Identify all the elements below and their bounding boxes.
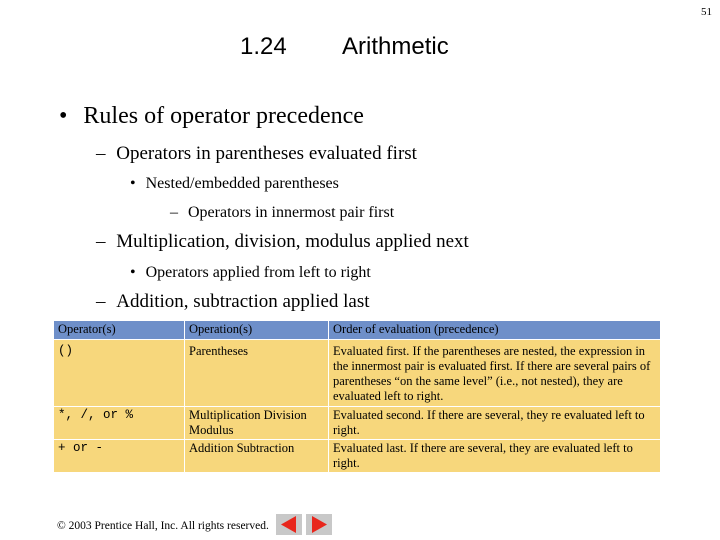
column-header: Operator(s)	[54, 321, 185, 340]
bullet-text: Rules of operator precedence	[83, 103, 364, 129]
right-arrow-icon	[306, 514, 332, 535]
dash-icon: –	[170, 204, 178, 221]
column-header: Operation(s)	[185, 321, 329, 340]
bullet-item	[130, 175, 339, 193]
bullet-item	[130, 264, 371, 282]
bullet-text: Operators applied from left to right	[145, 264, 371, 281]
bullet-item	[59, 103, 364, 130]
table-row	[54, 440, 661, 473]
bullet-item	[96, 143, 417, 165]
table-row	[54, 407, 661, 440]
column-header: Order of evaluation (precedence)	[329, 321, 661, 340]
slide-title-number: 1.24	[240, 33, 287, 60]
bullet-dot-icon: •	[130, 175, 136, 192]
order-cell: Evaluated second. If there are several, they re evaluated left to right.	[329, 407, 661, 440]
operator-cell: + or -	[54, 440, 185, 473]
operator-cell: ()	[54, 340, 185, 407]
order-cell: Evaluated last. If there are several, they are evaluated left to right.	[329, 440, 661, 473]
next-slide-button[interactable]	[306, 514, 332, 535]
dash-icon: –	[96, 291, 106, 312]
dash-icon: –	[96, 231, 106, 252]
slide-title: Arithmetic	[342, 33, 449, 60]
operator-cell: *, /, or %	[54, 407, 185, 440]
bullet-text: Multiplication, division, modulus applied next	[116, 231, 469, 252]
dash-icon: –	[96, 143, 106, 164]
operation-cell: Parentheses	[185, 340, 329, 407]
order-cell: Evaluated first. If the parentheses are nested, the expression in the innermost pair is evaluated first. If there are several pairs of parentheses “on the same level” (i.e., not nested), they are evaluated left to right.	[329, 340, 661, 407]
bullet-item	[96, 231, 469, 253]
bullet-dot-icon: •	[130, 264, 136, 281]
bullet-text: Operators in innermost pair first	[188, 204, 395, 221]
left-arrow-icon	[276, 514, 302, 535]
table-row	[54, 340, 661, 407]
previous-slide-button[interactable]	[276, 514, 302, 535]
copyright-footer: © 2003 Prentice Hall, Inc. All rights reserved.	[57, 520, 269, 532]
bullet-dot-icon: •	[59, 103, 68, 129]
operation-cell: Multiplication Division Modulus	[185, 407, 329, 440]
operation-cell: Addition Subtraction	[185, 440, 329, 473]
table-header-row	[54, 321, 661, 340]
bullet-text: Operators in parentheses evaluated first	[116, 143, 417, 164]
bullet-text: Nested/embedded parentheses	[145, 175, 339, 192]
bullet-text: Addition, subtraction applied last	[116, 291, 370, 312]
page-number: 51	[701, 6, 712, 18]
bullet-item	[96, 291, 370, 313]
operator-precedence-table	[53, 320, 661, 473]
bullet-item	[170, 204, 394, 222]
